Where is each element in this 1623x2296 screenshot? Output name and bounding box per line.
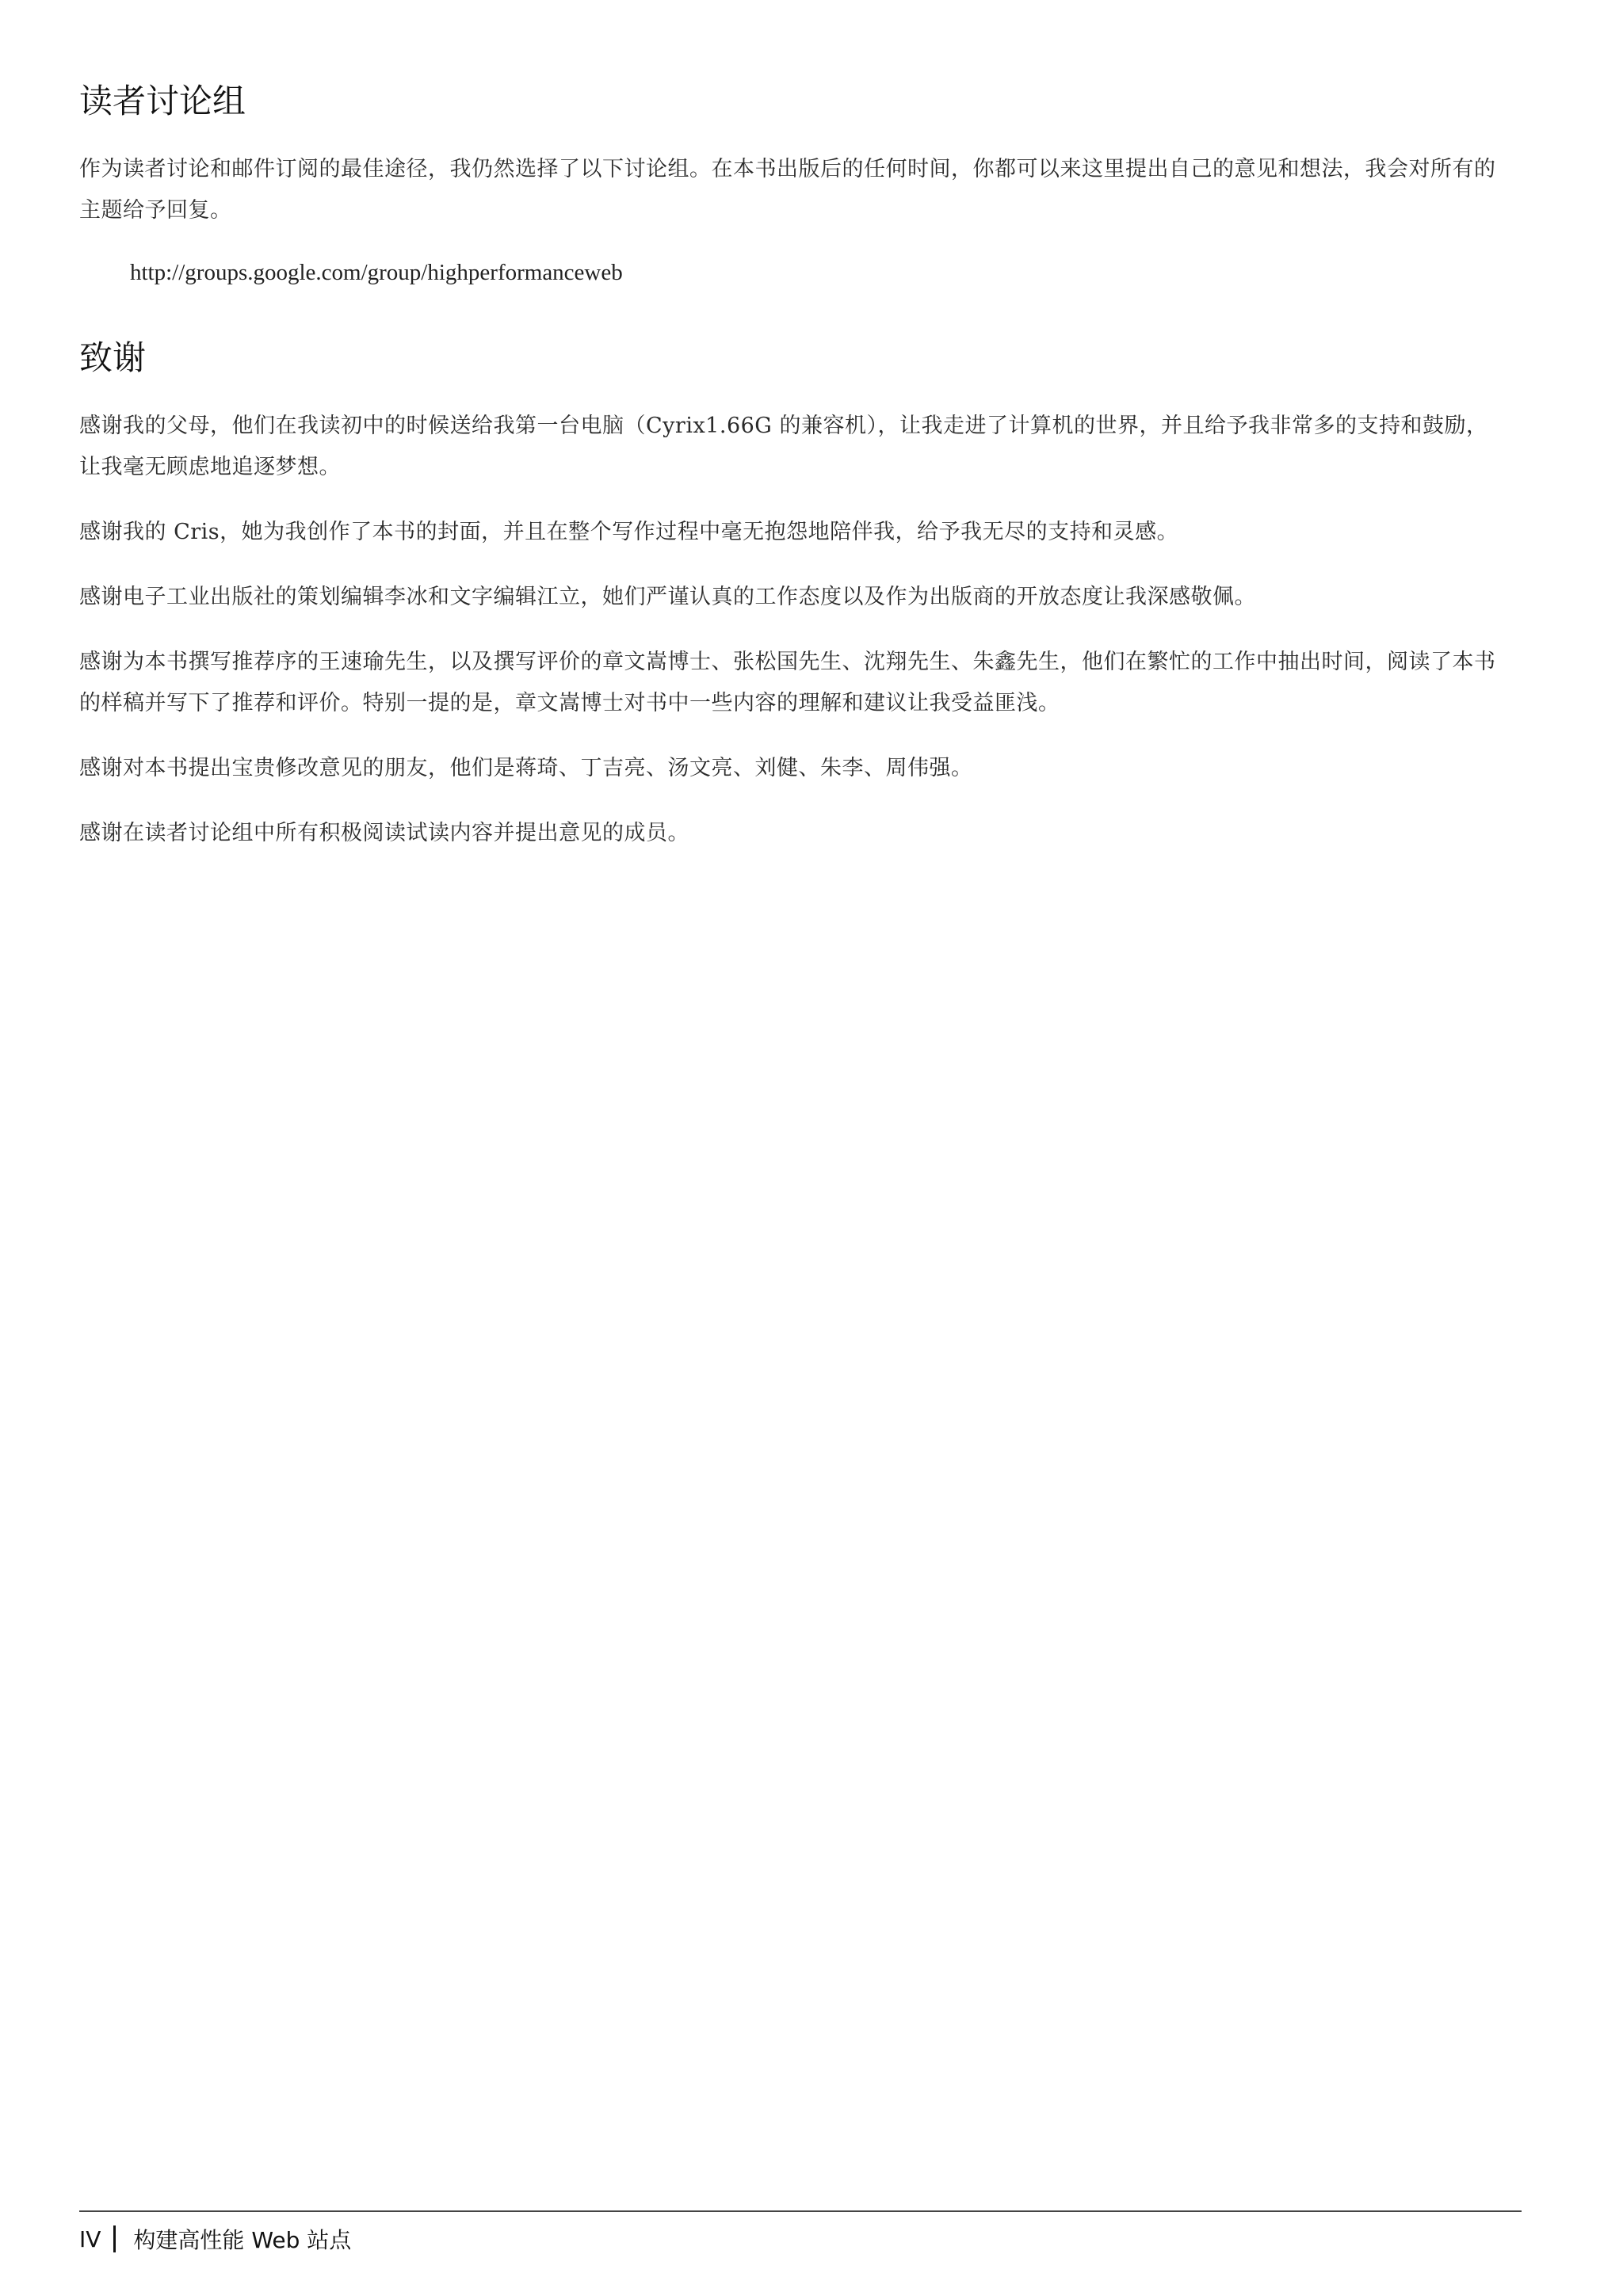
running-book-title: 构建高性能 Web 站点 [133, 2227, 352, 2253]
reader-discussion-section [79, 79, 1498, 290]
reader-discussion-paragraph: 作为读者讨论和邮件订阅的最佳途径，我仍然选择了以下讨论组。在本书出版后的任何时间，你都可以来这里提出自己的意见和想法，我会对所有的主题给予回复。 [79, 157, 1496, 223]
page-number: IV [79, 2225, 101, 2252]
acknowledgement-paragraph: 感谢对本书提出宝贵修改意见的朋友，他们是蒋琦、丁吉亮、汤文亮、刘健、朱李、周伟强。 [79, 756, 973, 780]
footer-separator [113, 2225, 116, 2252]
acknowledgement-paragraph: 感谢在读者讨论组中所有积极阅读试读内容并提出意见的成员。 [79, 821, 689, 845]
acknowledgement-paragraph: 感谢电子工业出版社的策划编辑李冰和文字编辑江立，她们严谨认真的工作态度以及作为出版商的开放态度让我深感敬佩。 [79, 585, 1256, 609]
section-title-reader-discussion: 读者讨论组 [79, 82, 246, 120]
acknowledgement-paragraph: 感谢为本书撰写推荐序的王速瑜先生，以及撰写评价的章文嵩博士、张松国先生、沈翔先生、朱鑫先生，他们在繁忙的工作中抽出时间，阅读了本书的样稿并写下了推荐和评价。特别一提的是，章文嵩博士对书中一些内容的理解和建议让我受益匪浅。 [79, 650, 1496, 715]
discussion-group-url: http://groups.google.com/group/highperformanceweb [130, 260, 623, 285]
section-title-acknowledgements: 致谢 [79, 338, 147, 377]
page-footer [79, 2210, 1522, 2255]
page-content [79, 79, 1498, 878]
acknowledgements-section [79, 336, 1498, 854]
acknowledgement-paragraph: 感谢我的 Cris，她为我创作了本书的封面，并且在整个写作过程中毫无抱怨地陪伴我，给予我无尽的支持和灵感。 [79, 520, 1179, 544]
acknowledgement-paragraph: 感谢我的父母，他们在我读初中的时候送给我第一台电脑（Cyrix1.66G 的兼容机），让我走进了计算机的世界，并且给予我非常多的支持和鼓励，让我毫无顾虑地追逐梦想。 [79, 414, 1488, 479]
